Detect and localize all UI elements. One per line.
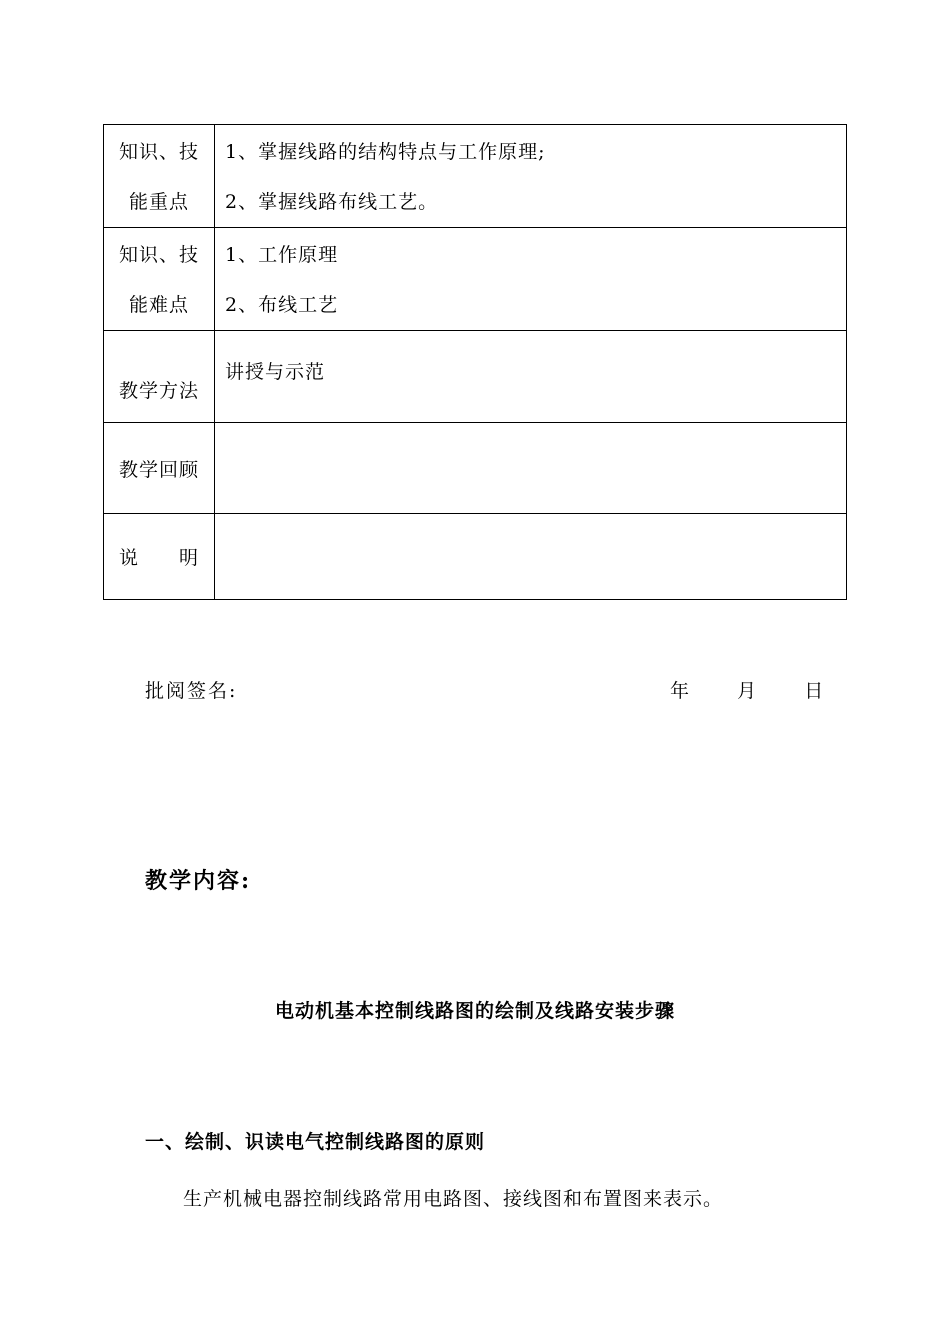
label-cell [104,125,215,228]
key-point-item: 2、掌握线路布线工艺。 [225,191,439,213]
label-line: 能难点 [128,294,189,316]
key-point-item: 1、掌握线路的结构特点与工作原理; [225,141,546,163]
label-cell: 说 明 [104,514,215,600]
value-cell [215,125,847,228]
value-cell [215,423,847,514]
lesson-info-table [103,124,847,600]
value-cell [215,514,847,600]
label-line: 知识、技 [118,244,199,266]
difficulty-item: 1、工作原理 [225,244,339,266]
label-cell: 教学回顾 [104,423,215,514]
document-title: 电动机基本控制线路图的绘制及线路安装步骤 [274,1000,675,1022]
table-row-notes [104,514,847,600]
section-heading: 一、绘制、识读电气控制线路图的原则 [145,1131,486,1153]
table-row-difficulties [104,228,847,331]
table-row-method [104,331,847,423]
date-fields [670,676,823,703]
label-cell [104,228,215,331]
label-line: 能重点 [128,191,189,213]
signature-label: 批阅签名: [145,680,238,702]
difficulty-item: 2、布线工艺 [225,294,339,316]
label-line: 知识、技 [118,141,199,163]
month-label: 月 [737,680,757,702]
table-row-key-points [104,125,847,228]
value-cell [215,331,847,423]
day-label: 日 [804,680,824,702]
table-row-review [104,423,847,514]
year-label: 年 [670,680,690,702]
value-cell [215,228,847,331]
method-value: 讲授与示范 [225,361,326,383]
body-paragraph: 生产机械电器控制线路常用电路图、接线图和布置图来表示。 [183,1188,724,1210]
content-heading: 教学内容: [145,868,252,894]
label-cell: 教学方法 [104,331,215,423]
